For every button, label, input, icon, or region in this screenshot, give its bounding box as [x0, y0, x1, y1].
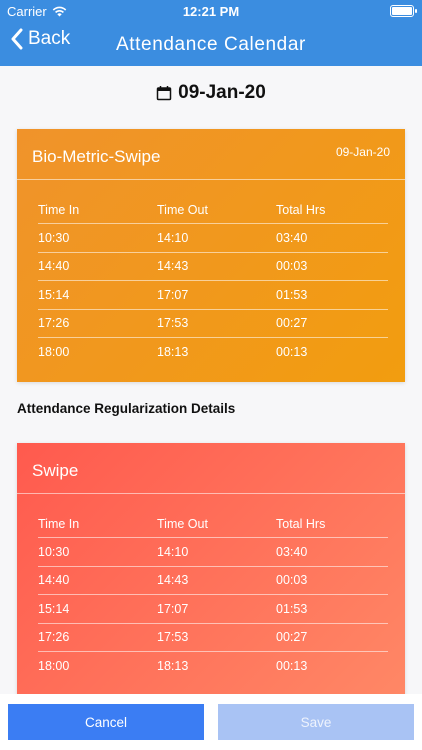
table-row [38, 624, 388, 653]
status-time: 12:21 PM [182, 4, 240, 19]
time-in-cell: 15:14 [38, 601, 70, 616]
time-out-cell: 17:07 [157, 601, 189, 616]
total-hrs-cell: 03:40 [276, 230, 308, 245]
divider [17, 493, 405, 494]
time-in-cell: 17:26 [38, 630, 70, 645]
biometric-title: Bio-Metric-Swipe [32, 147, 161, 166]
time-in-cell: 18:00 [38, 345, 70, 360]
total-hrs-cell: 00:03 [276, 573, 308, 588]
selected-date-text: 09-Jan-20 [178, 82, 266, 103]
biometric-card [17, 129, 405, 382]
selected-date [0, 82, 422, 104]
column-header-total-hrs: Total Hrs [276, 202, 326, 217]
column-header-total-hrs: Total Hrs [276, 516, 326, 531]
total-hrs-cell: 00:13 [276, 345, 308, 360]
table-row [38, 567, 388, 596]
time-out-cell: 14:10 [157, 544, 189, 559]
table-row [38, 338, 388, 367]
total-hrs-cell: 00:27 [276, 316, 308, 331]
time-out-cell: 14:43 [157, 573, 189, 588]
time-in-cell: 10:30 [38, 544, 70, 559]
biometric-table [38, 196, 388, 367]
time-in-cell: 14:40 [38, 259, 70, 274]
time-out-cell: 14:43 [157, 259, 189, 274]
time-out-cell: 17:07 [157, 287, 189, 302]
calendar-icon [156, 85, 172, 101]
column-header-time-out: Time Out [157, 516, 208, 531]
total-hrs-cell: 03:40 [276, 544, 308, 559]
swipe-title: Swipe [32, 461, 79, 480]
carrier-label: Carrier [7, 4, 47, 19]
back-label: Back [28, 28, 71, 49]
time-in-cell: 14:40 [38, 573, 70, 588]
page-title: Attendance Calendar [116, 34, 306, 55]
cancel-button[interactable]: Cancel [8, 704, 204, 740]
time-out-cell: 14:10 [157, 230, 189, 245]
column-header-time-in: Time In [38, 516, 80, 531]
time-out-cell: 18:13 [157, 659, 189, 674]
status-bar [0, 3, 422, 21]
table-row [38, 253, 388, 282]
column-header-time-in: Time In [38, 202, 80, 217]
time-out-cell: 17:53 [157, 316, 189, 331]
table-row [38, 281, 388, 310]
time-in-cell: 15:14 [38, 287, 70, 302]
column-header-time-out: Time Out [157, 202, 208, 217]
time-in-cell: 10:30 [38, 230, 70, 245]
save-button[interactable]: Save [218, 704, 414, 740]
table-header-row [38, 196, 388, 224]
swipe-card [17, 443, 405, 703]
divider [17, 179, 405, 180]
time-out-cell: 17:53 [157, 630, 189, 645]
header-bar [0, 0, 422, 66]
regularization-section-title: Attendance Regularization Details [17, 401, 236, 416]
time-in-cell: 17:26 [38, 316, 70, 331]
table-row [38, 652, 388, 681]
biometric-date: 09-Jan-20 [335, 145, 390, 159]
total-hrs-cell: 00:03 [276, 259, 308, 274]
time-out-cell: 18:13 [157, 345, 189, 360]
time-in-cell: 18:00 [38, 659, 70, 674]
total-hrs-cell: 00:13 [276, 659, 308, 674]
table-row [38, 224, 388, 253]
table-row [38, 538, 388, 567]
table-header-row [38, 510, 388, 538]
total-hrs-cell: 01:53 [276, 601, 308, 616]
battery-icon [390, 5, 414, 17]
nav-bar [0, 28, 422, 60]
total-hrs-cell: 01:53 [276, 287, 308, 302]
bottom-action-bar [0, 694, 422, 750]
table-row [38, 310, 388, 339]
table-row [38, 595, 388, 624]
total-hrs-cell: 00:27 [276, 630, 308, 645]
swipe-table [38, 510, 388, 681]
